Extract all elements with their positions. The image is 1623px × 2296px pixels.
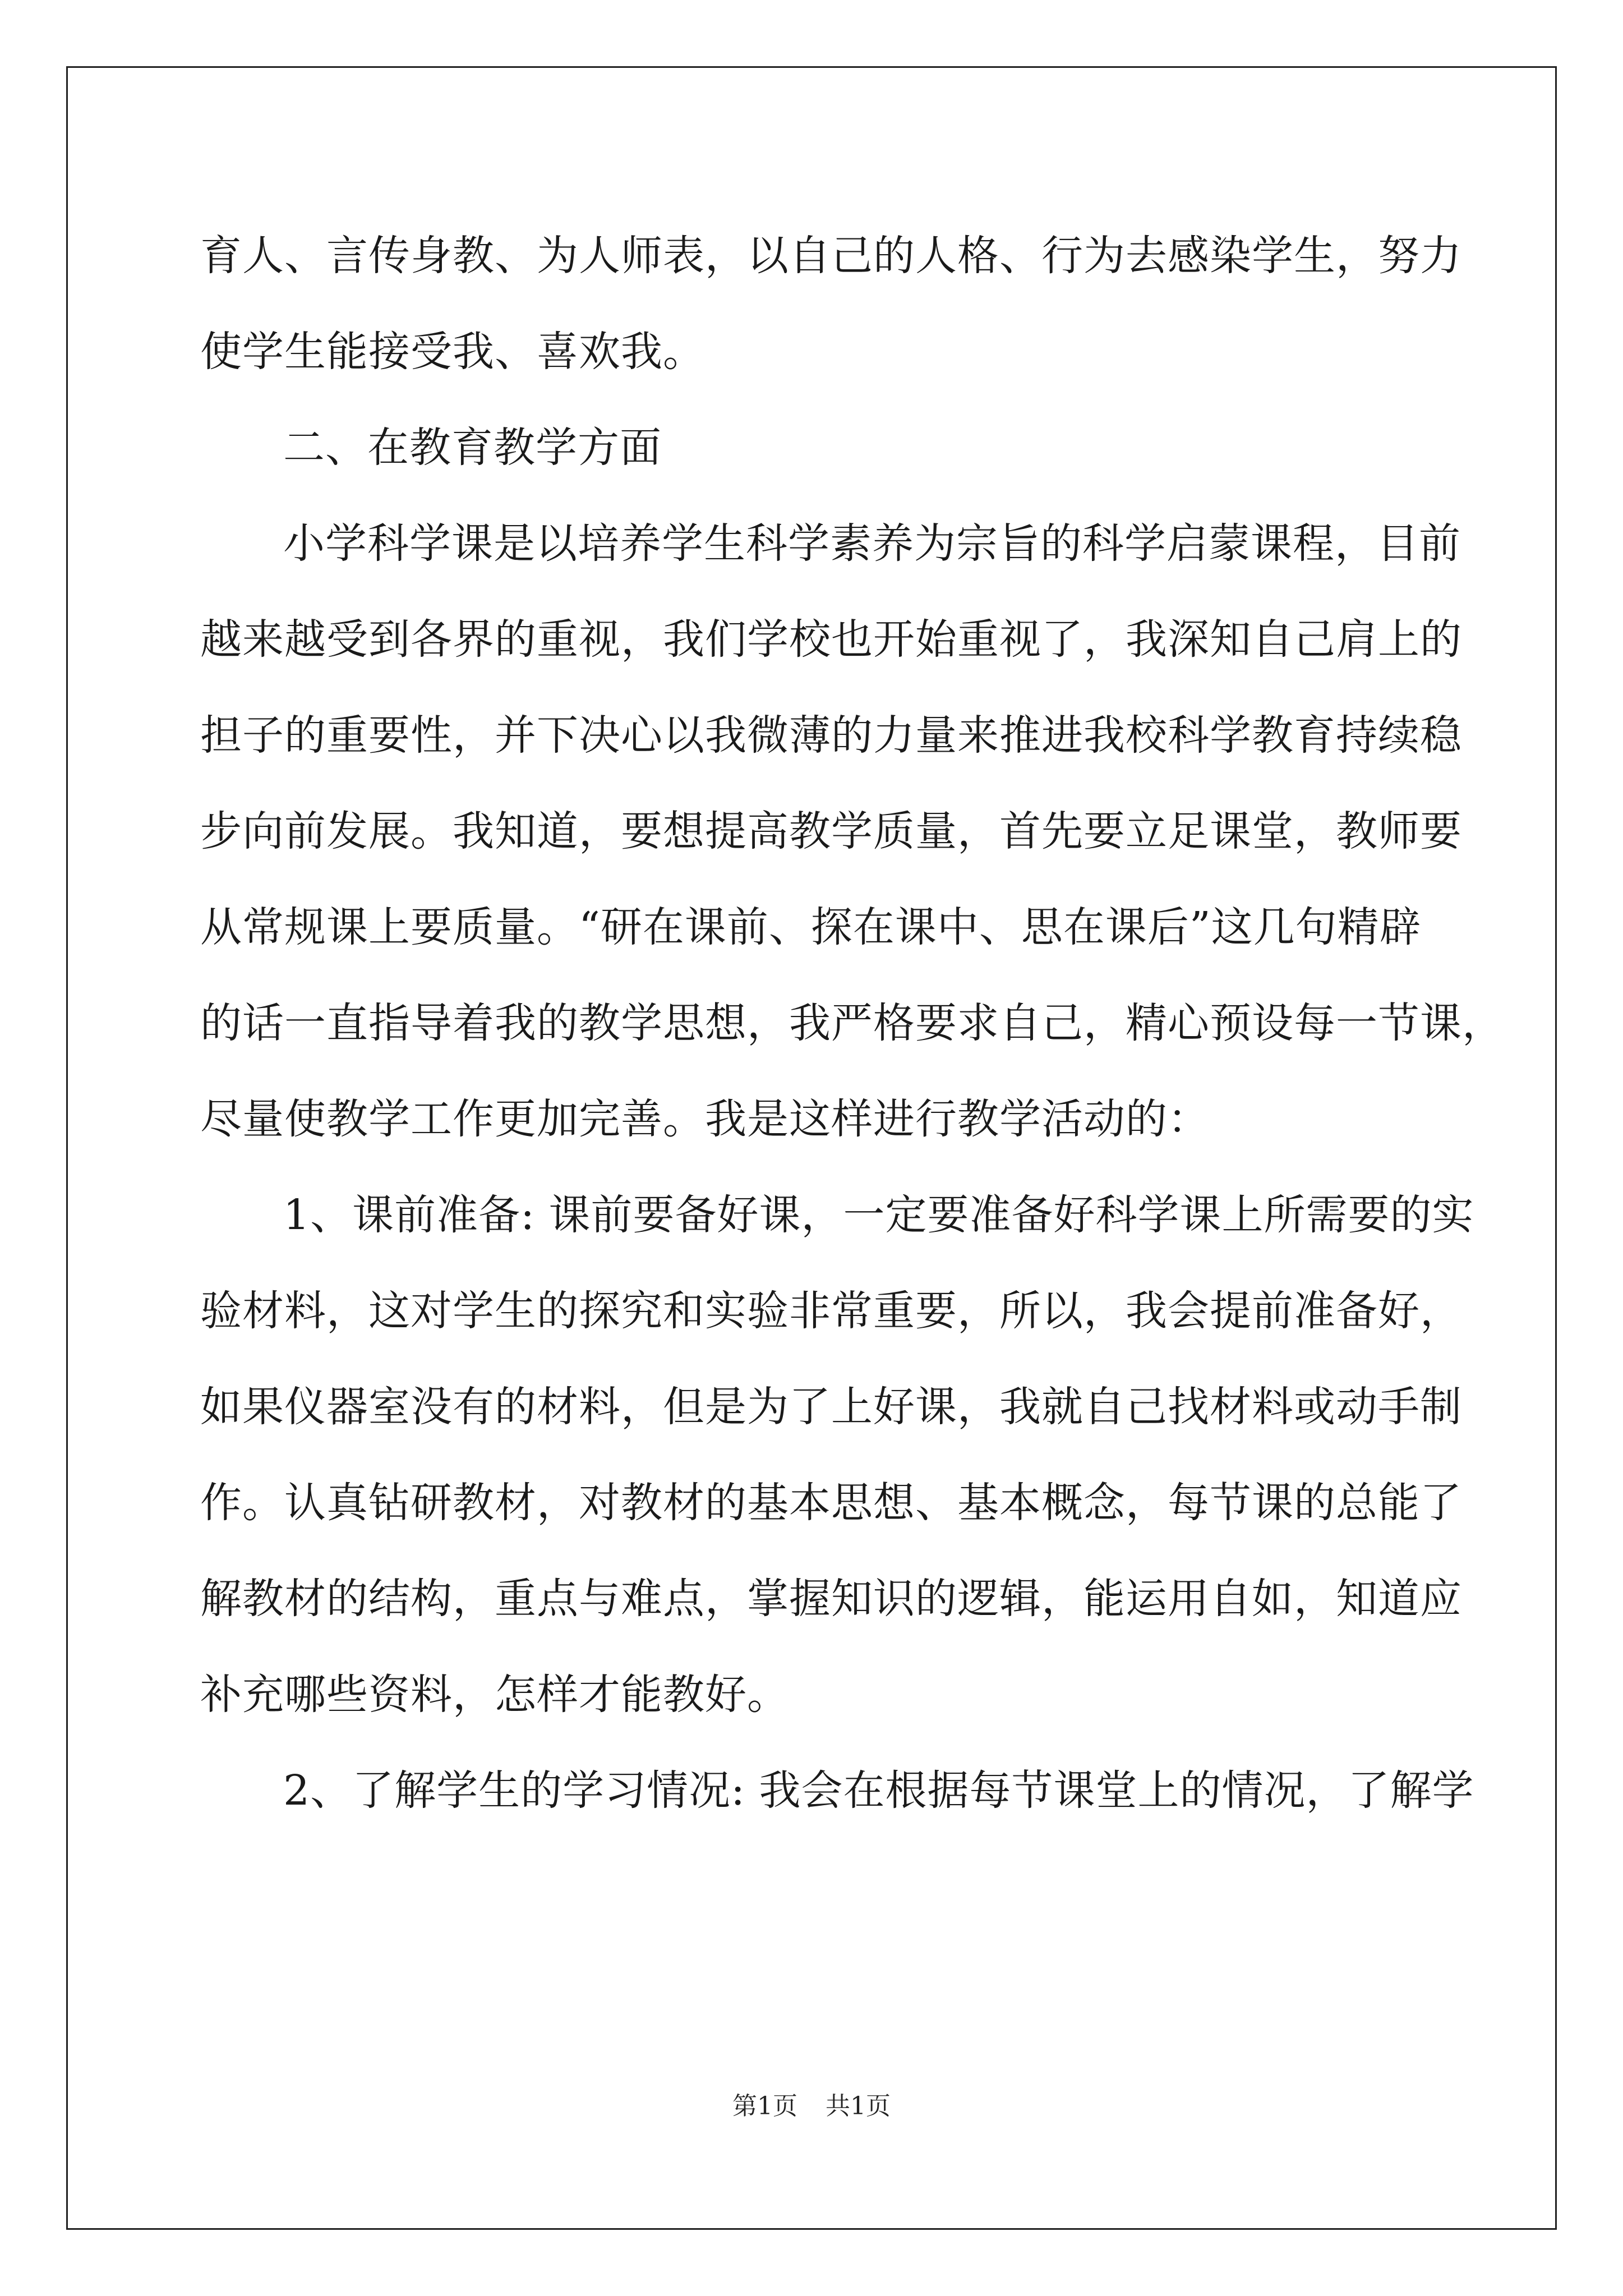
text-line: 从常规课上要质量。“研在课前、探在课中、思在课后”这几句精辟 bbox=[200, 903, 1422, 951]
text-line: 补充哪些资料，怎样才能教好。 bbox=[200, 1671, 789, 1719]
text-line: 担子的重要性，并下决心以我微薄的力量来推进我校科学教育持续稳 bbox=[200, 711, 1462, 760]
page-number-current: 第1页 bbox=[732, 2092, 797, 2120]
text-line: 验材料，这对学生的探究和实验非常重要，所以，我会提前准备好， bbox=[200, 1287, 1462, 1335]
text-line: 使学生能接受我、喜欢我。 bbox=[200, 328, 705, 376]
text-line: 育人、言传身教、为人师表，以自己的人格、行为去感染学生，努力 bbox=[200, 232, 1462, 280]
text-line: 作。认真钻研教材，对教材的基本思想、基本概念，每节课的总能了 bbox=[200, 1479, 1462, 1527]
page-number-total: 共1页 bbox=[826, 2092, 891, 2120]
text-line: 二、在教育教学方面 bbox=[283, 424, 662, 472]
text-line: 步向前发展。我知道，要想提高教学质量，首先要立足课堂，教师要 bbox=[200, 807, 1462, 855]
text-line: 越来越受到各界的重视，我们学校也开始重视了，我深知自己肩上的 bbox=[200, 615, 1462, 664]
text-line: 1、课前准备: 课前要备好课，一定要准备好科学课上所需要的实 bbox=[283, 1191, 1474, 1239]
text-line: 2、了解学生的学习情况: 我会在根据每节课堂上的情况，了解学 bbox=[283, 1766, 1474, 1815]
text-line: 的话一直指导着我的教学思想，我严格要求自己，精心预设每一节课， bbox=[200, 999, 1504, 1047]
text-line: 如果仪器室没有的材料，但是为了上好课，我就自己找材料或动手制 bbox=[200, 1383, 1462, 1431]
text-line: 尽量使教学工作更加完善。我是这样进行教学活动的： bbox=[200, 1095, 1210, 1143]
text-line: 解教材的结构，重点与难点，掌握知识的逻辑，能运用自如，知道应 bbox=[200, 1575, 1462, 1623]
page-footer bbox=[0, 2090, 1623, 2123]
document-body bbox=[200, 208, 1504, 1839]
text-line: 小学科学课是以培养学生科学素养为宗旨的科学启蒙课程，目前 bbox=[283, 519, 1461, 568]
